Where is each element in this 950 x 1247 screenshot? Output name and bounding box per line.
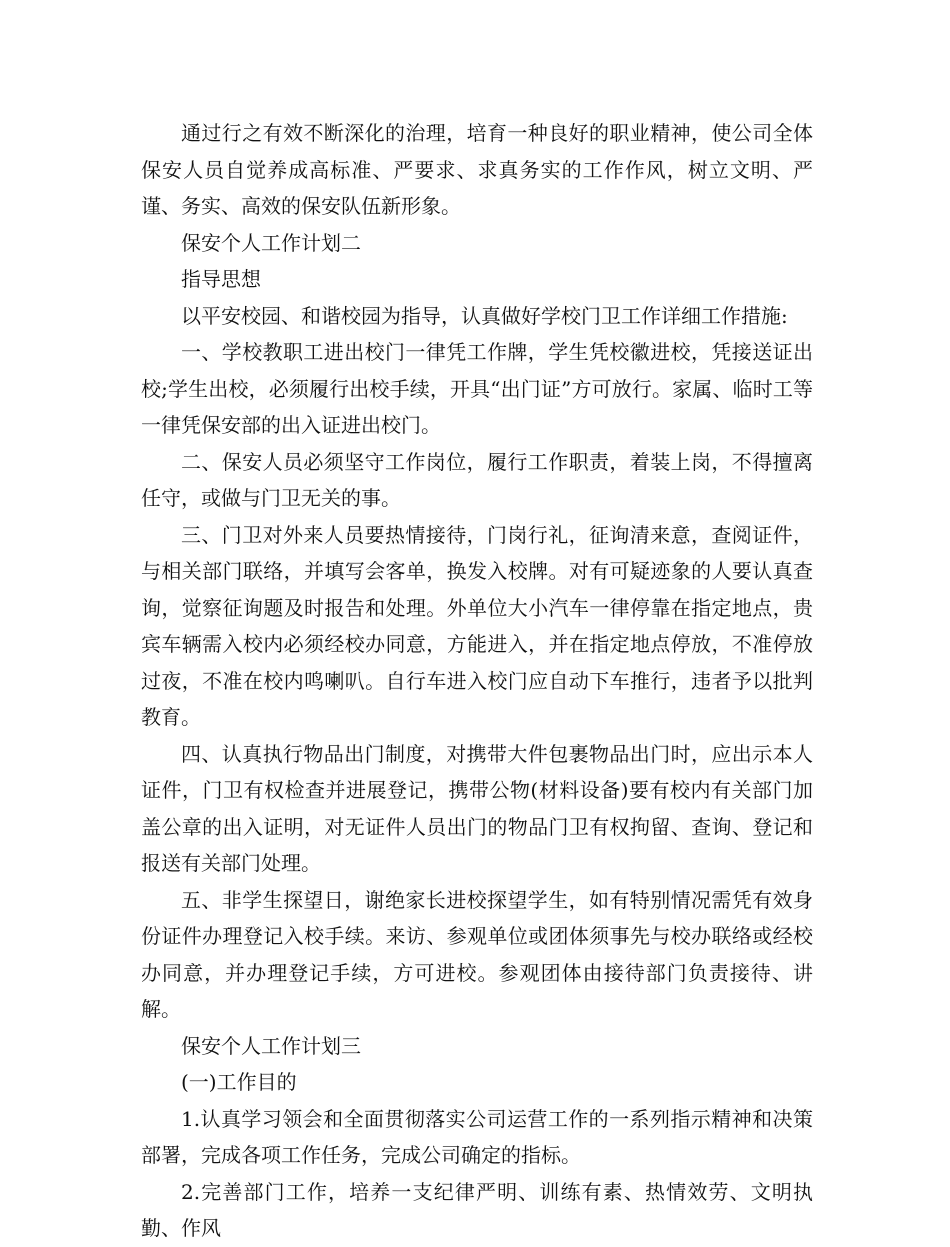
- document-body: [141, 115, 813, 1247]
- paragraph-goal-2: 2.完善部门工作，培养一支纪律严明、训练有素、热情效劳、文明执勤、作风: [141, 1179, 813, 1240]
- section-heading-plan-two: 保安个人工作计划二: [181, 230, 361, 255]
- paragraph-item-3: 三、门卫对外来人员要热情接待，门岗行礼，征询清来意，查阅证件，与相关部门联络，并填写会客单，换发入校牌。对有可疑迹象的人要认真查询，觉察征询题及时报告和处理。外单位大小汽车一律停靠在指定地点，贵宾车辆需入校内必须经校办同意，方能进入，并在指定地点停放，不准停放过夜，不准在校内鸣喇叭。自行车进入校门应自动下车推行，违者予以批判教育。: [141, 522, 813, 729]
- paragraph-intro: 通过行之有效不断深化的治理，培育一种良好的职业精神，使公司全体保安人员自觉养成高标准、严要求、求真务实的工作作风，树立文明、严谨、务实、高效的保安队伍新形象。: [141, 121, 813, 218]
- paragraph-item-4: 四、认真执行物品出门制度，对携带大件包裹物品出门时，应出示本人证件，门卫有权检查并进展登记，携带公物(材料设备)要有校内有关部门加盖公章的出入证明，对无证件人员出门的物品门卫有权拘留、查询、登记和报送有关部门处理。: [141, 741, 813, 875]
- paragraph-item-1: 一、学校教职工进出校门一律凭工作牌，学生凭校徽进校，凭接送证出校;学生出校，必须履行出校手续，开具“出门证”方可放行。家属、临时工等一律凭保安部的出入证进出校门。: [141, 340, 813, 437]
- paragraph-item-2: 二、保安人员必须坚守工作岗位，履行工作职责，着装上岗，不得擅离任守，或做与门卫无关的事。: [141, 449, 813, 510]
- paragraph-guidance: 以平安校园、和谐校园为指导，认真做好学校门卫工作详细工作措施:: [181, 303, 788, 328]
- subheading-work-goal: (一)工作目的: [181, 1070, 297, 1094]
- paragraph-item-5: 五、非学生探望日，谢绝家长进校探望学生，如有特别情况需凭有效身份证件办理登记入校手续。来访、参观单位或团体须事先与校办联络或经校办同意，并办理登记手续，方可进校。参观团体由接待部门负责接待、讲解。: [141, 887, 813, 1021]
- paragraph-goal-1: 1.认真学习领会和全面贯彻落实公司运营工作的一系列指示精神和决策部署，完成各项工作任务，完成公司确定的指标。: [141, 1106, 813, 1167]
- subheading-guiding-thought: 指导思想: [181, 267, 261, 291]
- section-heading-plan-three: 保安个人工作计划三: [181, 1033, 361, 1058]
